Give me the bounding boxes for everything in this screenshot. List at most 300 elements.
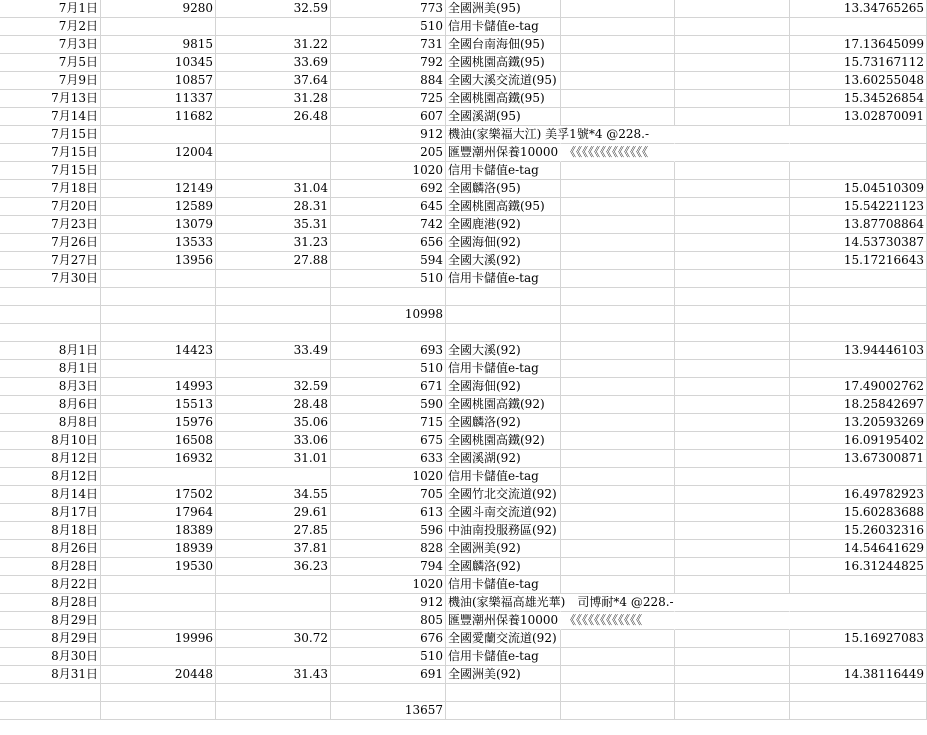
empty-cell[interactable] [675, 486, 790, 504]
date-cell[interactable] [0, 108, 101, 126]
amount-cell[interactable] [331, 540, 446, 558]
mileage-cell[interactable] [790, 558, 927, 576]
empty-cell[interactable] [675, 432, 790, 450]
date-cell[interactable] [0, 0, 101, 18]
amount-cell[interactable] [331, 108, 446, 126]
date-cell[interactable] [0, 306, 101, 324]
liters-cell[interactable] [216, 450, 331, 468]
description-cell[interactable] [446, 612, 643, 630]
liters-cell[interactable] [216, 252, 331, 270]
odometer-cell[interactable] [101, 162, 216, 180]
amount-cell[interactable] [331, 396, 446, 414]
date-cell[interactable] [0, 180, 101, 198]
date-cell[interactable] [0, 468, 101, 486]
date-cell[interactable] [0, 540, 101, 558]
liters-cell[interactable] [216, 414, 331, 432]
date-cell[interactable] [0, 270, 101, 288]
description-cell[interactable] [446, 540, 561, 558]
description-cell[interactable] [446, 144, 649, 162]
liters-cell[interactable] [216, 432, 331, 450]
date-cell[interactable] [0, 198, 101, 216]
odometer-cell[interactable] [101, 360, 216, 378]
mileage-cell[interactable] [790, 36, 927, 54]
empty-cell[interactable] [675, 162, 790, 180]
odometer-cell[interactable] [101, 126, 216, 144]
amount-cell[interactable] [331, 486, 446, 504]
mileage-cell[interactable] [790, 522, 927, 540]
description-cell[interactable] [446, 666, 561, 684]
liters-cell[interactable] [216, 288, 331, 306]
amount-cell[interactable] [331, 558, 446, 576]
odometer-cell[interactable] [101, 108, 216, 126]
date-cell[interactable] [0, 360, 101, 378]
date-cell[interactable] [0, 72, 101, 90]
mileage-cell[interactable] [790, 306, 927, 324]
amount-cell[interactable] [331, 378, 446, 396]
odometer-cell[interactable] [101, 450, 216, 468]
empty-cell[interactable] [561, 198, 675, 216]
empty-cell[interactable] [675, 576, 790, 594]
mileage-cell[interactable] [790, 666, 927, 684]
empty-cell[interactable] [561, 54, 675, 72]
date-cell[interactable] [0, 378, 101, 396]
liters-cell[interactable] [216, 216, 331, 234]
mileage-cell[interactable] [790, 162, 927, 180]
empty-cell[interactable] [561, 414, 675, 432]
odometer-cell[interactable] [101, 18, 216, 36]
empty-cell[interactable] [561, 288, 675, 306]
mileage-cell[interactable] [790, 234, 927, 252]
empty-cell[interactable] [561, 450, 675, 468]
empty-cell[interactable] [561, 504, 675, 522]
amount-cell[interactable] [331, 450, 446, 468]
amount-cell[interactable] [331, 414, 446, 432]
date-cell[interactable] [0, 288, 101, 306]
description-cell[interactable] [446, 450, 561, 468]
odometer-cell[interactable] [101, 612, 216, 630]
description-cell[interactable] [446, 432, 561, 450]
empty-cell[interactable] [561, 378, 675, 396]
mileage-cell[interactable] [790, 126, 927, 144]
odometer-cell[interactable] [101, 648, 216, 666]
amount-cell[interactable] [331, 666, 446, 684]
empty-cell[interactable] [561, 522, 675, 540]
odometer-cell[interactable] [101, 90, 216, 108]
description-cell[interactable] [446, 702, 561, 720]
date-cell[interactable] [0, 216, 101, 234]
description-cell[interactable] [446, 522, 561, 540]
odometer-cell[interactable] [101, 0, 216, 18]
description-cell[interactable] [446, 594, 674, 612]
description-cell[interactable] [446, 126, 650, 144]
mileage-cell[interactable] [790, 450, 927, 468]
empty-cell[interactable] [675, 306, 790, 324]
amount-cell[interactable] [331, 36, 446, 54]
empty-cell[interactable] [561, 360, 675, 378]
empty-cell[interactable] [675, 630, 790, 648]
empty-cell[interactable] [675, 324, 790, 342]
amount-cell[interactable] [331, 684, 446, 702]
description-cell[interactable] [446, 414, 561, 432]
odometer-cell[interactable] [101, 630, 216, 648]
amount-cell[interactable] [331, 648, 446, 666]
empty-cell[interactable] [561, 630, 675, 648]
empty-cell[interactable] [561, 540, 675, 558]
description-cell[interactable] [446, 54, 561, 72]
amount-cell[interactable] [331, 630, 446, 648]
date-cell[interactable] [0, 252, 101, 270]
date-cell[interactable] [0, 36, 101, 54]
empty-cell[interactable] [675, 0, 790, 18]
liters-cell[interactable] [216, 72, 331, 90]
amount-cell[interactable] [331, 360, 446, 378]
description-cell[interactable] [446, 504, 561, 522]
date-cell[interactable] [0, 396, 101, 414]
empty-cell[interactable] [561, 108, 675, 126]
amount-cell[interactable] [331, 468, 446, 486]
mileage-cell[interactable] [790, 594, 927, 612]
mileage-cell[interactable] [790, 216, 927, 234]
liters-cell[interactable] [216, 108, 331, 126]
odometer-cell[interactable] [101, 666, 216, 684]
empty-cell[interactable] [675, 234, 790, 252]
date-cell[interactable] [0, 324, 101, 342]
description-cell[interactable] [446, 72, 561, 90]
date-cell[interactable] [0, 666, 101, 684]
liters-cell[interactable] [216, 234, 331, 252]
odometer-cell[interactable] [101, 234, 216, 252]
odometer-cell[interactable] [101, 72, 216, 90]
empty-cell[interactable] [675, 54, 790, 72]
empty-cell[interactable] [675, 180, 790, 198]
mileage-cell[interactable] [790, 108, 927, 126]
odometer-cell[interactable] [101, 486, 216, 504]
amount-cell[interactable] [331, 252, 446, 270]
description-cell[interactable] [446, 306, 561, 324]
liters-cell[interactable] [216, 18, 331, 36]
empty-cell[interactable] [675, 684, 790, 702]
amount-cell[interactable] [331, 126, 446, 144]
odometer-cell[interactable] [101, 288, 216, 306]
odometer-cell[interactable] [101, 324, 216, 342]
empty-cell[interactable] [561, 666, 675, 684]
amount-cell[interactable] [331, 288, 446, 306]
liters-cell[interactable] [216, 126, 331, 144]
description-cell[interactable] [446, 684, 561, 702]
empty-cell[interactable] [675, 522, 790, 540]
empty-cell[interactable] [561, 702, 675, 720]
mileage-cell[interactable] [790, 54, 927, 72]
liters-cell[interactable] [216, 306, 331, 324]
amount-cell[interactable] [331, 504, 446, 522]
date-cell[interactable] [0, 486, 101, 504]
mileage-cell[interactable] [790, 252, 927, 270]
amount-cell[interactable] [331, 522, 446, 540]
amount-cell[interactable] [331, 180, 446, 198]
description-cell[interactable] [446, 216, 561, 234]
description-cell[interactable] [446, 576, 561, 594]
empty-cell[interactable] [561, 648, 675, 666]
liters-cell[interactable] [216, 558, 331, 576]
empty-cell[interactable] [675, 648, 790, 666]
amount-cell[interactable] [331, 306, 446, 324]
description-cell[interactable] [446, 108, 561, 126]
mileage-cell[interactable] [790, 684, 927, 702]
liters-cell[interactable] [216, 684, 331, 702]
odometer-cell[interactable] [101, 540, 216, 558]
empty-cell[interactable] [675, 666, 790, 684]
empty-cell[interactable] [675, 108, 790, 126]
date-cell[interactable] [0, 612, 101, 630]
date-cell[interactable] [0, 522, 101, 540]
date-cell[interactable] [0, 504, 101, 522]
empty-cell[interactable] [675, 198, 790, 216]
description-cell[interactable] [446, 324, 561, 342]
liters-cell[interactable] [216, 378, 331, 396]
odometer-cell[interactable] [101, 306, 216, 324]
liters-cell[interactable] [216, 54, 331, 72]
empty-cell[interactable] [561, 180, 675, 198]
liters-cell[interactable] [216, 468, 331, 486]
liters-cell[interactable] [216, 360, 331, 378]
empty-cell[interactable] [561, 306, 675, 324]
description-cell[interactable] [446, 180, 561, 198]
odometer-cell[interactable] [101, 684, 216, 702]
mileage-cell[interactable] [790, 648, 927, 666]
odometer-cell[interactable] [101, 558, 216, 576]
empty-cell[interactable] [675, 90, 790, 108]
description-cell[interactable] [446, 630, 561, 648]
odometer-cell[interactable] [101, 36, 216, 54]
liters-cell[interactable] [216, 630, 331, 648]
odometer-cell[interactable] [101, 342, 216, 360]
mileage-cell[interactable] [790, 90, 927, 108]
odometer-cell[interactable] [101, 504, 216, 522]
empty-cell[interactable] [675, 144, 790, 162]
date-cell[interactable] [0, 18, 101, 36]
mileage-cell[interactable] [790, 432, 927, 450]
mileage-cell[interactable] [790, 486, 927, 504]
date-cell[interactable] [0, 414, 101, 432]
amount-cell[interactable] [331, 216, 446, 234]
empty-cell[interactable] [561, 90, 675, 108]
empty-cell[interactable] [675, 468, 790, 486]
date-cell[interactable] [0, 54, 101, 72]
amount-cell[interactable] [331, 54, 446, 72]
mileage-cell[interactable] [790, 198, 927, 216]
date-cell[interactable] [0, 90, 101, 108]
empty-cell[interactable] [675, 360, 790, 378]
liters-cell[interactable] [216, 198, 331, 216]
liters-cell[interactable] [216, 594, 331, 612]
amount-cell[interactable] [331, 18, 446, 36]
mileage-cell[interactable] [790, 540, 927, 558]
description-cell[interactable] [446, 198, 561, 216]
date-cell[interactable] [0, 126, 101, 144]
amount-cell[interactable] [331, 144, 446, 162]
mileage-cell[interactable] [790, 396, 927, 414]
odometer-cell[interactable] [101, 432, 216, 450]
odometer-cell[interactable] [101, 702, 216, 720]
amount-cell[interactable] [331, 324, 446, 342]
odometer-cell[interactable] [101, 522, 216, 540]
description-cell[interactable] [446, 234, 561, 252]
date-cell[interactable] [0, 450, 101, 468]
empty-cell[interactable] [675, 36, 790, 54]
liters-cell[interactable] [216, 612, 331, 630]
odometer-cell[interactable] [101, 414, 216, 432]
empty-cell[interactable] [675, 342, 790, 360]
empty-cell[interactable] [561, 468, 675, 486]
empty-cell[interactable] [561, 0, 675, 18]
liters-cell[interactable] [216, 144, 331, 162]
amount-cell[interactable] [331, 198, 446, 216]
empty-cell[interactable] [675, 558, 790, 576]
empty-cell[interactable] [675, 126, 790, 144]
description-cell[interactable] [446, 288, 561, 306]
empty-cell[interactable] [561, 162, 675, 180]
date-cell[interactable] [0, 648, 101, 666]
empty-cell[interactable] [561, 216, 675, 234]
liters-cell[interactable] [216, 162, 331, 180]
empty-cell[interactable] [561, 324, 675, 342]
empty-cell[interactable] [675, 612, 790, 630]
empty-cell[interactable] [561, 252, 675, 270]
odometer-cell[interactable] [101, 468, 216, 486]
description-cell[interactable] [446, 36, 561, 54]
liters-cell[interactable] [216, 486, 331, 504]
empty-cell[interactable] [561, 72, 675, 90]
liters-cell[interactable] [216, 702, 331, 720]
mileage-cell[interactable] [790, 270, 927, 288]
description-cell[interactable] [446, 468, 561, 486]
description-cell[interactable] [446, 162, 561, 180]
date-cell[interactable] [0, 594, 101, 612]
description-cell[interactable] [446, 486, 561, 504]
liters-cell[interactable] [216, 648, 331, 666]
date-cell[interactable] [0, 558, 101, 576]
amount-cell[interactable] [331, 612, 446, 630]
empty-cell[interactable] [561, 576, 675, 594]
empty-cell[interactable] [561, 234, 675, 252]
description-cell[interactable] [446, 252, 561, 270]
date-cell[interactable] [0, 684, 101, 702]
empty-cell[interactable] [561, 684, 675, 702]
odometer-cell[interactable] [101, 378, 216, 396]
description-cell[interactable] [446, 18, 561, 36]
date-cell[interactable] [0, 162, 101, 180]
amount-cell[interactable] [331, 270, 446, 288]
empty-cell[interactable] [561, 18, 675, 36]
liters-cell[interactable] [216, 0, 331, 18]
empty-cell[interactable] [561, 432, 675, 450]
empty-cell[interactable] [675, 378, 790, 396]
odometer-cell[interactable] [101, 144, 216, 162]
liters-cell[interactable] [216, 180, 331, 198]
empty-cell[interactable] [675, 702, 790, 720]
empty-cell[interactable] [561, 486, 675, 504]
empty-cell[interactable] [675, 270, 790, 288]
mileage-cell[interactable] [790, 0, 927, 18]
mileage-cell[interactable] [790, 342, 927, 360]
empty-cell[interactable] [675, 450, 790, 468]
mileage-cell[interactable] [790, 324, 927, 342]
odometer-cell[interactable] [101, 180, 216, 198]
odometer-cell[interactable] [101, 252, 216, 270]
odometer-cell[interactable] [101, 54, 216, 72]
description-cell[interactable] [446, 396, 561, 414]
date-cell[interactable] [0, 144, 101, 162]
date-cell[interactable] [0, 630, 101, 648]
date-cell[interactable] [0, 702, 101, 720]
empty-cell[interactable] [675, 288, 790, 306]
mileage-cell[interactable] [790, 18, 927, 36]
empty-cell[interactable] [675, 216, 790, 234]
description-cell[interactable] [446, 378, 561, 396]
liters-cell[interactable] [216, 576, 331, 594]
empty-cell[interactable] [675, 18, 790, 36]
liters-cell[interactable] [216, 522, 331, 540]
liters-cell[interactable] [216, 396, 331, 414]
odometer-cell[interactable] [101, 270, 216, 288]
amount-cell[interactable] [331, 702, 446, 720]
mileage-cell[interactable] [790, 576, 927, 594]
odometer-cell[interactable] [101, 396, 216, 414]
date-cell[interactable] [0, 234, 101, 252]
mileage-cell[interactable] [790, 414, 927, 432]
amount-cell[interactable] [331, 90, 446, 108]
mileage-cell[interactable] [790, 72, 927, 90]
mileage-cell[interactable] [790, 468, 927, 486]
liters-cell[interactable] [216, 90, 331, 108]
mileage-cell[interactable] [790, 360, 927, 378]
amount-cell[interactable] [331, 162, 446, 180]
odometer-cell[interactable] [101, 594, 216, 612]
mileage-cell[interactable] [790, 630, 927, 648]
amount-cell[interactable] [331, 576, 446, 594]
description-cell[interactable] [446, 0, 561, 18]
empty-cell[interactable] [561, 270, 675, 288]
empty-cell[interactable] [561, 558, 675, 576]
mileage-cell[interactable] [790, 144, 927, 162]
amount-cell[interactable] [331, 594, 446, 612]
description-cell[interactable] [446, 360, 561, 378]
liters-cell[interactable] [216, 324, 331, 342]
description-cell[interactable] [446, 90, 561, 108]
mileage-cell[interactable] [790, 702, 927, 720]
liters-cell[interactable] [216, 36, 331, 54]
mileage-cell[interactable] [790, 612, 927, 630]
amount-cell[interactable] [331, 432, 446, 450]
odometer-cell[interactable] [101, 216, 216, 234]
empty-cell[interactable] [561, 342, 675, 360]
mileage-cell[interactable] [790, 378, 927, 396]
description-cell[interactable] [446, 648, 561, 666]
empty-cell[interactable] [675, 252, 790, 270]
amount-cell[interactable] [331, 234, 446, 252]
empty-cell[interactable] [675, 414, 790, 432]
date-cell[interactable] [0, 342, 101, 360]
empty-cell[interactable] [675, 594, 790, 612]
description-cell[interactable] [446, 270, 561, 288]
empty-cell[interactable] [675, 72, 790, 90]
date-cell[interactable] [0, 576, 101, 594]
empty-cell[interactable] [675, 540, 790, 558]
liters-cell[interactable] [216, 270, 331, 288]
mileage-cell[interactable] [790, 504, 927, 522]
odometer-cell[interactable] [101, 198, 216, 216]
date-cell[interactable] [0, 432, 101, 450]
